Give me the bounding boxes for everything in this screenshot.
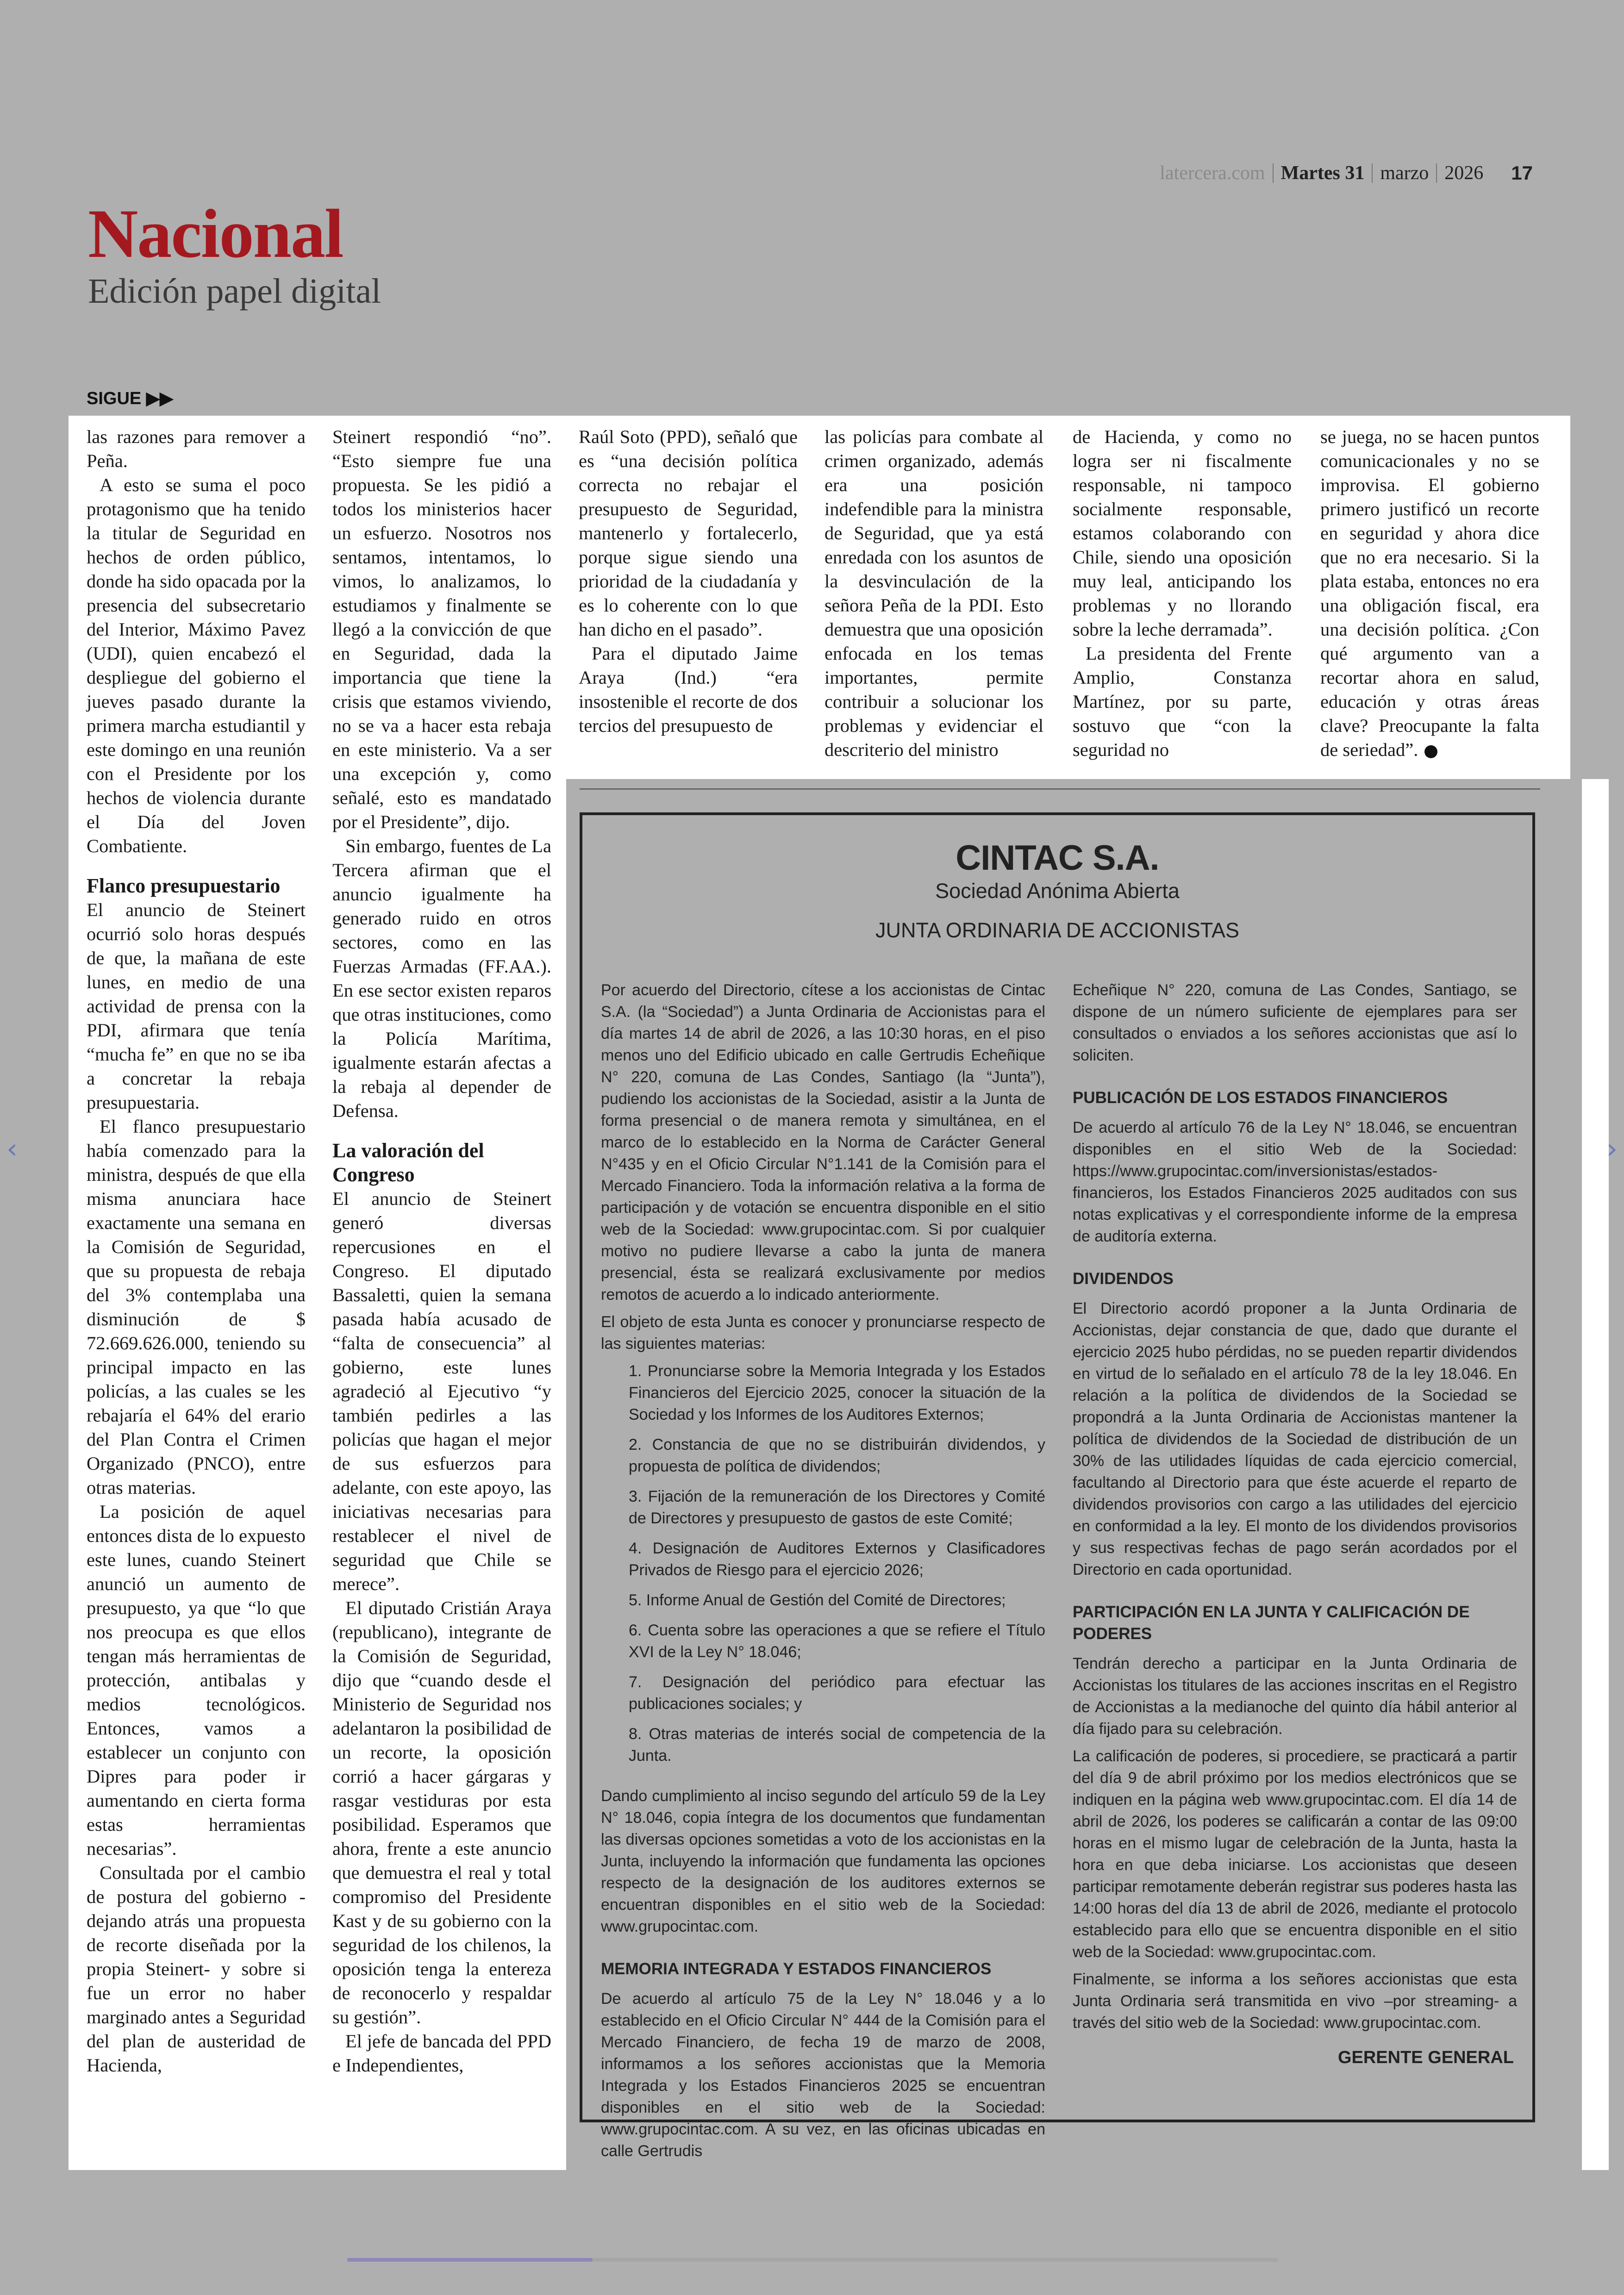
ad-paragraph: La calificación de poderes, si procediere, se practicará a partir del día 9 de abril próximo por los medios electrónicos que se indiquen en la página web www.grupocintac.com. El día 14 de abril de 2026, los poderes se calificarán a contar de las 09:00 horas en el mismo lugar de celebración de la Junta, hasta la hora en que deba iniciarse. Los accionistas que deseen participar remotamente deberán registrar sus poderes hasta las 14:00 horas del día 13 de abril de 2026, mediante el protocolo establecido para ello que se encuentra disponible en el sitio web de la Sociedad: www.grupocintac.com. [1073, 1747, 1517, 1961]
continues-label: SIGUE ▶▶ [87, 389, 174, 408]
paragraph: de Hacienda, y como no logra ser ni fiscalmente responsable, ni tampoco socialmente responsable, estamos colaborando con Chile, siendo una oposición muy leal, anticipando los problemas y no llorando sobre la leche derramada”. [1073, 426, 1292, 640]
ad-paragraph: Por acuerdo del Directorio, cítese a los accionistas de Cintac S.A. (la “Sociedad”) a Junta Ordinaria de Accionistas para el día martes 14 de abril de 2026, a las 10:30 horas, en el piso menos uno del Edificio ubicado en calle Gertrudis Echeñique N° 220, comuna de Las Condes, Santiago (la “Junta”), pudiendo los accionistas de la Sociedad, asistir a la Junta de forma presencial o de manera remota y simultánea, en el marco de lo establecido en la Norma de Carácter General N°435 y en el Oficio Circular N°1.141 de la Comisión para el Mercado Financiero. Toda la información relativa a la forma de participación y de votación se encuentra disponible en el sitio web de la Sociedad: www.grupocintac.com. Si por cualquier motivo no pudiere llevarse a cabo la junta de manera presencial, ésta se realizará exclusivamente por medios remotos de acuerdo a lo indicado anteriormente. [601, 981, 1045, 1303]
paragraph: El flanco presupuestario había comenzado para la ministra, después de que ella misma anunciara hace exactamente una semana en la Comisión de Seguridad, que su propuesta de rebaja del 3% contemplaba una disminución de $ 72.669.626.000, teniendo su principal impacto en las policías, a las cuales se les rebajaría el 64% del erario del Plan Contra el Crimen Organizado (PNCO), entre otras materias. [87, 1116, 306, 1498]
ad-agenda-item: 2. Constancia de que no se distribuirán dividendos, y propuesta de política de dividendos; [629, 1436, 1045, 1475]
paragraph [1320, 425, 1539, 762]
paragraph: Sin embargo, fuentes de La Tercera afirman que el anuncio igualmente ha generado ruido en otros sectores, como en las Fuerzas Armadas (FF.AA.). En ese sector existen reparos que otras instituciones, como la Policía Marítima, igualmente estarán afectas a la rebaja al depender de Defensa. [332, 836, 551, 1121]
page-scrollbar[interactable] [347, 2258, 1278, 2262]
ad-agenda-item: 1. Pronunciarse sobre la Memoria Integrada y los Estados Financieros del Ejercicio 2025, conocer la situación de la Sociedad y los Informes de los Auditores Externos; [629, 1362, 1045, 1423]
ad-agenda-item: 3. Fijación de la remuneración de los Directores y Comité de Directores y presupuesto de gastos de este Comité; [629, 1488, 1045, 1527]
ad-paragraph: De acuerdo al artículo 76 de la Ley N° 18.046, se encuentran disponibles en el sitio Web de la Sociedad: https://www.grupocintac.com/inversionistas/estados-financieros, los Estados Financieros 2025 auditados con sus notas explicativas y el correspondiente informe de la empresa de auditoría externa. [1073, 1119, 1517, 1245]
ad-heading-memoria: MEMORIA INTEGRADA Y ESTADOS FINANCIEROS [601, 1960, 992, 1978]
divider [1436, 163, 1437, 183]
article-column-1 [87, 425, 306, 2077]
paragraph: El anuncio de Steinert generó diversas repercusiones en el Congreso. El diputado Bassaletti, quien la semana pasada había acusado de “falta de consecuencia” al gobierno, este lunes agradeció al Ejecutivo “y también pedirles a las policías que hagan el mejor de sus esfuerzos para adelante, con este apoyo, las iniciativas necesarias para restablecer el nivel de seguridad que Chile se merece”. [332, 1188, 551, 1594]
ad-company-type: Sociedad Anónima Abierta [935, 879, 1180, 903]
paragraph-text: se juega, no se hacen puntos comunicacionales y no se improvisa. El gobierno primero justificó un recorte en seguridad y ahora dice que no era necesario. Si la plata estaba, entonces no era una obligación fiscal, era una decisión política. ¿Con qué argumento van a recortar ahora en salud, educación y otras áreas clave? Preocupante la falta de seriedad”. [1320, 426, 1539, 760]
ad-heading-participacion: PARTICIPACIÓN EN LA JUNTA Y CALIFICACIÓN DE PODERES [1073, 1603, 1470, 1643]
ad-company-name: CINTAC S.A. [956, 838, 1159, 878]
paragraph: El jefe de bancada del PPD e Independientes, [332, 2031, 551, 2076]
ad-paragraph: Echeñique N° 220, comuna de Las Condes, Santiago, se dispone de un número suficiente de ejemplares para ser consultados o enviados a los señores accionistas que así lo soliciten. [1073, 981, 1517, 1064]
page-header-meta [1160, 162, 1533, 184]
next-page-icon[interactable]: › [1606, 1133, 1618, 1165]
article-column-5 [1073, 425, 1292, 762]
ad-paragraph: Dando cumplimiento al inciso segundo del artículo 59 de la Ley N° 18.046, copia íntegra de los documentos que fundamentan las diversas opciones sometidas a voto de los accionistas en la Junta, incluyendo la información que fundamenta las opciones respecto de la designación de los auditores externos se encuentran disponibles en el sitio web de la Sociedad: www.grupocintac.com. [601, 1787, 1045, 1935]
article-column-2 [332, 425, 551, 2077]
divider [1273, 163, 1274, 183]
end-of-article-icon [1424, 745, 1437, 758]
ad-agenda-item: 8. Otras materias de interés social de competencia de la Junta. [629, 1725, 1045, 1765]
page-paper-right [1582, 779, 1609, 2170]
article-column-6 [1320, 425, 1539, 762]
paragraph: las policías para combate al crimen organizado, además era una posición indefendible para la ministra de Seguridad, que ya está enredada con los asuntos de la desvinculación de la señora Peña de la PDI. Esto demuestra que una oposición enfocada en los temas importantes, permite contribuir a solucionar los problemas y evidenciar el descriterio del ministro [824, 426, 1043, 760]
previous-page-icon[interactable]: ‹ [6, 1133, 18, 1165]
subheading-flanco: Flanco presupuestario [87, 874, 281, 897]
paragraph: Consultada por el cambio de postura del gobierno -dejando atrás una propuesta de recorte diseñada por la propia Steinert- y sobre si fue un error no haber marginado antes a Seguridad del plan de austeridad de Hacienda, [87, 1862, 306, 2076]
ad-paragraph: Tendrán derecho a participar en la Junta Ordinaria de Accionistas los titulares de las acciones inscritas en el Registro de Accionistas a la medianoche del quinto día hábil anterior al día fijado para su celebración. [1073, 1655, 1517, 1738]
page-scrollbar-thumb[interactable] [347, 2258, 593, 2262]
ad-column-right [1073, 979, 1517, 2039]
section-title: Nacional [88, 195, 343, 272]
ad-paragraph: El objeto de esta Junta es conocer y pronunciarse respecto de las siguientes materias: [601, 1313, 1045, 1353]
ad-agenda-list [601, 1360, 1045, 1767]
section-masthead [88, 195, 381, 312]
ad-column-left [601, 979, 1045, 2168]
paragraph: Steinert respondió “no”. “Esto siempre fue una propuesta. Se les pidió a todos los ministerios hacer un esfuerzo. Nosotros nos sentamos, intentamos, lo vimos, lo analizamos, lo estudiamos y finalmente se llegó a la convicción de que en Seguridad, dada la importancia que tiene la crisis que estamos viviendo, no se va a hacer esta rebaja en este ministerio. Va a ser una excepción y, como señalé, esto es mandatado por el Presidente”, dijo. [332, 426, 551, 832]
ad-paragraph: De acuerdo al artículo 75 de la Ley N° 18.046 y a lo establecido en el Oficio Circular N° 444 de la Comisión para el Mercado Financiero, de fecha 19 de marzo de 2008, informamos a los señores accionistas que la Memoria Integrada y los Estados Financieros 2025 se encuentran disponibles en el sitio web de la Sociedad: www.grupocintac.com. A su vez, en las oficinas ubicadas en calle Gertrudis [601, 1990, 1045, 2160]
ad-heading-dividendos: DIVIDENDOS [1073, 1270, 1174, 1288]
article-column-3 [579, 425, 798, 738]
ad-paragraph: Finalmente, se informa a los señores accionistas que esta Junta Ordinaria será transmitida en vivo –por streaming- a través del sitio web de la Sociedad: www.grupocintac.com. [1073, 1971, 1517, 2032]
paragraph: El anuncio de Steinert ocurrió solo horas después de que, la mañana de este lunes, en medio de una actividad de prensa con la PDI, afirmara que tenía “mucha fe” en que no se iba a concretar la rebaja presupuestaria. [87, 899, 306, 1113]
divider [1372, 163, 1373, 183]
legal-notice-ad [580, 812, 1535, 2160]
paragraph: las razones para remover a Peña. [87, 426, 306, 471]
date-month: marzo [1380, 162, 1429, 184]
ad-agenda-item: 4. Designación de Auditores Externos y Clasificadores Privados de Riesgo para el ejercicio 2026; [629, 1540, 1045, 1579]
page-number: 17 [1511, 162, 1533, 184]
ad-agenda-item: 6. Cuenta sobre las operaciones a que se refiere el Título XVI de la Ley N° 18.046; [629, 1621, 1045, 1661]
paragraph: La presidenta del Frente Amplio, Constanza Martínez, por su parte, sostuvo que “con la seguridad no [1073, 643, 1292, 760]
ad-heading-publicacion: PUBLICACIÓN DE LOS ESTADOS FINANCIEROS [1073, 1089, 1448, 1107]
ad-paragraph: El Directorio acordó proponer a la Junta Ordinaria de Accionistas, dejar constancia de que, dado que durante el ejercicio 2025 hubo pérdidas, no se pueden repartir dividendos en virtud de lo señalado en el artículo 78 de la ley 18.046. En relación a la política de dividendos de la Sociedad se propondrá a la Junta Ordinaria de Accionistas mantener la política de dividendos de la Sociedad de distribución de un 30% de las utilidades líquidas de cada ejercicio comercial, facultando al Directorio para que éste acuerde el reparto de dividendos provisorios con cargo a las utilidades del ejercicio en conformidad a la ley. El monto de los dividendos provisorios y sus respectivas fechas de pago serán acordados por el Directorio en cada oportunidad. [1073, 1300, 1517, 1578]
site-name: latercera.com [1160, 162, 1265, 184]
paragraph: El diputado Cristián Araya (republicano), integrante de la Comisión de Seguridad, dijo que “cuando desde el Ministerio de Seguridad nos adelantaron la posibilidad de un recorte, la oposición corrió a hacer gárgaras y rasgar vestiduras por esta posibilidad. Esperamos que ahora, frente a este anuncio que demuestra el real y total compromiso del Presidente Kast y de su gobierno con la seguridad de los chilenos, la oposición tenga la entereza de reconocerlo y respaldar su gestión”. [332, 1597, 551, 2027]
edition-label: Edición papel digital [88, 272, 381, 311]
ad-agenda-item: 5. Informe Anual de Gestión del Comité de Directores; [629, 1591, 1006, 1609]
date-year: 2026 [1444, 162, 1484, 184]
ad-signature: GERENTE GENERAL [1337, 2048, 1514, 2067]
paragraph: A esto se suma el poco protagonismo que ha tenido la titular de Seguridad en hechos de orden público, donde ha sido opacada por la presencia del subsecretario del Interior, Máximo Pavez (UDI), quien encabezó el despliegue del gobierno el jueves pasado durante la primera marcha estudiantil y este domingo en una reunión con el Presidente por los hechos de violencia durante el Día del Joven Combatiente. [87, 474, 306, 856]
paragraph: Raúl Soto (PPD), señaló que es “una decisión política correcta no rebajar el presupuesto de Seguridad, mantenerlo y fortalecerlo, porque sigue siendo una prioridad de la ciudadanía y es lo coherente con lo que han dicho en el pasado”. [579, 426, 798, 640]
article-column-4 [824, 425, 1043, 762]
paragraph: La posición de aquel entonces dista de lo expuesto este lunes, cuando Steinert anunció un aumento de presupuesto, ya que “lo que nos preocupa es que ellos tengan más herramientas de protección, antibalas y medios tecnológicos. Entonces, vamos a establecer un conjunto con Dipres para poder ir aumentando en cierta forma estas herramientas necesarias”. [87, 1501, 306, 1859]
ad-meeting-title: JUNTA ORDINARIA DE ACCIONISTAS [875, 918, 1239, 942]
divider-line [580, 788, 1540, 790]
paragraph: Para el diputado Jaime Araya (Ind.) “era insostenible el recorte de dos tercios del presupuesto de [579, 643, 798, 736]
ad-agenda-item: 7. Designación del periódico para efectuar las publicaciones sociales; y [629, 1673, 1045, 1713]
subheading-valoracion: La valoración del Congreso [332, 1139, 484, 1186]
date-weekday-day: Martes 31 [1280, 162, 1365, 184]
